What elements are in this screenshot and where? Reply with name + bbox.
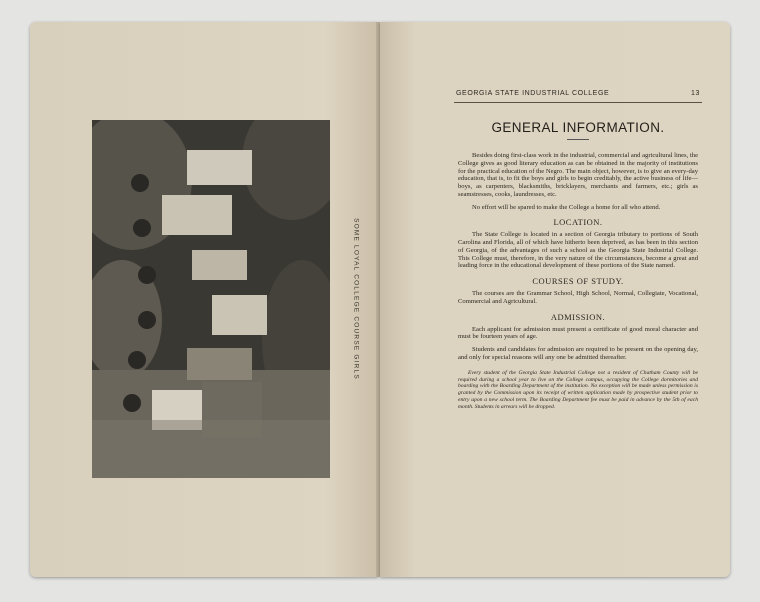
left-page (30, 22, 378, 577)
page-number: 13 (691, 90, 700, 97)
location-heading: LOCATION. (553, 217, 603, 228)
running-head: GEORGIA STATE INDUSTRIAL COLLEGE (456, 90, 610, 97)
courses-paragraph: The courses are the Grammar School, High School, Normal, Collegiate, Vocational, Commercial and Agricultural. (458, 290, 698, 305)
boarding-note: Every student of the Georgia State Industrial College not a resident of Chatham County will be required during a school year to live on the College campus, occupying the College dormitories and boarding with the Boarding Department of the institution. No exception will be made unless permission is granted by the Commission upon its receipt of written application made by prospective student prior to entry upon a new school term. The Boarding Department fee must be paid in advance by the 5th of each month. Students in arrears will be dropped. (458, 369, 698, 410)
admission-paragraph-1: Each applicant for admission must present a certificate of good moral character and must be fourteen years of age. (458, 325, 698, 341)
courses-heading: COURSES OF STUDY. (532, 276, 624, 287)
location-paragraph: The State College is located in a section of Georgia tributary to portions of South Carolina and Florida, all of which have hitherto been deprived, as has been in this section of Georgia, of the advantages of such a school as the Georgia State Industrial College. This College must, therefore, in the very nature of the circumstances, become a great and leading force in the educational development of these portions of the State named. (458, 231, 698, 270)
right-page (380, 22, 730, 577)
group-photograph (92, 120, 330, 478)
admission-heading: ADMISSION. (550, 311, 606, 322)
page-title: GENERAL INFORMATION. (491, 120, 665, 135)
photo-caption (346, 120, 366, 478)
page-content (458, 120, 698, 416)
open-booklet (30, 22, 730, 577)
intro-paragraph: Besides doing first-class work in the industrial, commercial and agricultural lines, the College gives as good literary education as can be obtained in the majority of institutions for the practical education of the Negro. The main object, however, is to give an every-day education, that is, to fit the boys and girls to begin creditably, the active business of life—boys, as carpenters, blacksmiths, bricklayers, merchants and farmers, etc.; girls as seamstresses, cooks, laundresses, etc. (458, 152, 698, 198)
header-rule (454, 102, 702, 103)
effort-paragraph: No effort will be spared to make the College a home for all who attend. (472, 203, 661, 211)
photo-caption-text: SOME LOYAL COLLEGE COURSE GIRLS (352, 218, 360, 380)
running-header (456, 90, 700, 97)
title-rule (567, 139, 589, 140)
admission-paragraph-2: Students and candidates for admission are required to be present on the opening day, and only for special reasons will any one be admitted thereafter. (458, 346, 698, 362)
